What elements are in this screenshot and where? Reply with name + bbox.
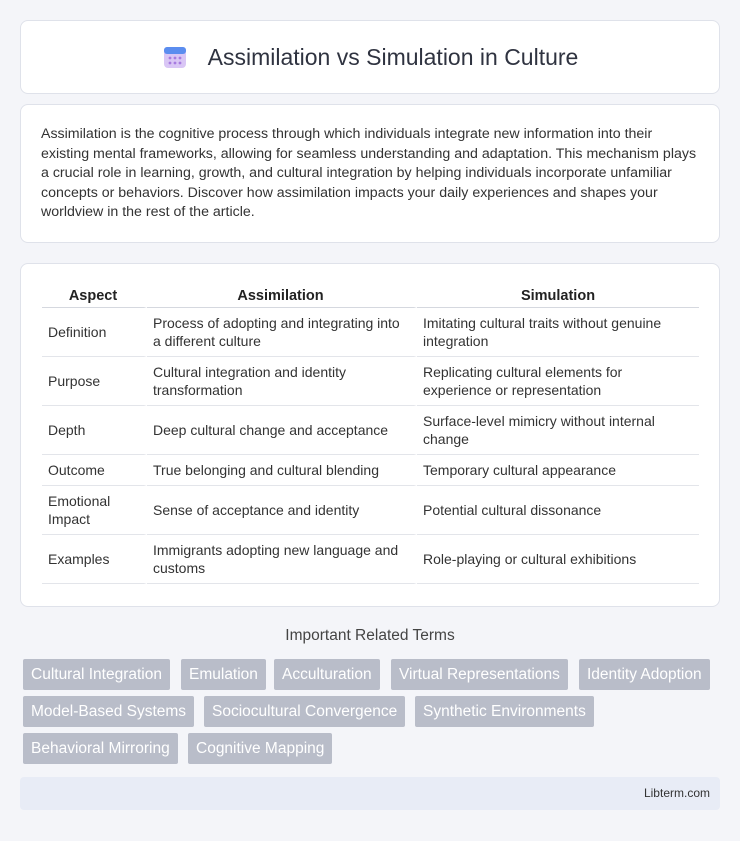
table-cell: Outcome	[42, 455, 147, 486]
header-assimilation: Assimilation	[147, 284, 417, 308]
table-cell: Depth	[42, 406, 147, 455]
comparison-card	[20, 263, 720, 607]
table-cell: Immigrants adopting new language and customs	[147, 535, 417, 584]
table-row	[42, 535, 699, 584]
term-tag[interactable]: Emulation	[181, 659, 266, 690]
table-row	[42, 357, 699, 406]
intro-card	[20, 104, 720, 243]
term-tag[interactable]: Acculturation	[274, 659, 380, 690]
table-header-row	[42, 284, 699, 308]
related-terms-title: Important Related Terms	[285, 627, 455, 644]
table-row	[42, 486, 699, 535]
table-cell: Imitating cultural traits without genuine integration	[417, 308, 699, 357]
term-tag[interactable]: Synthetic Environments	[415, 696, 594, 727]
table-cell: Sense of acceptance and identity	[147, 486, 417, 535]
table-cell: Cultural integration and identity transformation	[147, 357, 417, 406]
table-row	[42, 308, 699, 357]
table-cell: Deep cultural change and acceptance	[147, 406, 417, 455]
term-tag[interactable]: Virtual Representations	[391, 659, 568, 690]
page-title: Assimilation vs Simulation in Culture	[207, 43, 579, 70]
term-tag[interactable]: Identity Adoption	[579, 659, 710, 690]
term-tag[interactable]: Behavioral Mirroring	[23, 733, 178, 764]
title-card	[20, 20, 720, 94]
table-cell: Purpose	[42, 357, 147, 406]
table-cell: Surface-level mimicry without internal change	[417, 406, 699, 455]
table-cell: Emotional Impact	[42, 486, 147, 535]
table-cell: Temporary cultural appearance	[417, 455, 699, 486]
table-cell: Examples	[42, 535, 147, 584]
footer-site-link[interactable]: Libterm.com	[643, 786, 710, 800]
table-cell: Role-playing or cultural exhibitions	[417, 535, 699, 584]
footer	[20, 777, 720, 810]
intro-text: Assimilation is the cognitive process through which individuals integrate new information into their existing mental frameworks, allowing for seamless understanding and adaptation. This mechanism plays a crucial role in learning, growth, and cultural integration by helping individuals incorporate unfamiliar concepts or behaviors. Discover how assimilation impacts your daily experiences and shapes your worldview in the rest of the article.	[41, 126, 697, 221]
comparison-table	[42, 284, 699, 584]
table-cell: True belonging and cultural blending	[147, 455, 417, 486]
term-tag[interactable]: Model-Based Systems	[23, 696, 194, 727]
table-cell: Definition	[42, 308, 147, 357]
header-aspect: Aspect	[42, 284, 147, 308]
table-row	[42, 406, 699, 455]
table-row	[42, 455, 699, 486]
header-simulation: Simulation	[417, 284, 699, 308]
calendar-icon	[162, 44, 188, 70]
term-tag[interactable]: Sociocultural Convergence	[204, 696, 405, 727]
term-tag[interactable]: Cognitive Mapping	[188, 733, 332, 764]
table-cell: Potential cultural dissonance	[417, 486, 699, 535]
term-tag[interactable]: Cultural Integration	[23, 659, 170, 690]
table-cell: Replicating cultural elements for experience or representation	[417, 357, 699, 406]
table-cell: Process of adopting and integrating into a different culture	[147, 308, 417, 357]
